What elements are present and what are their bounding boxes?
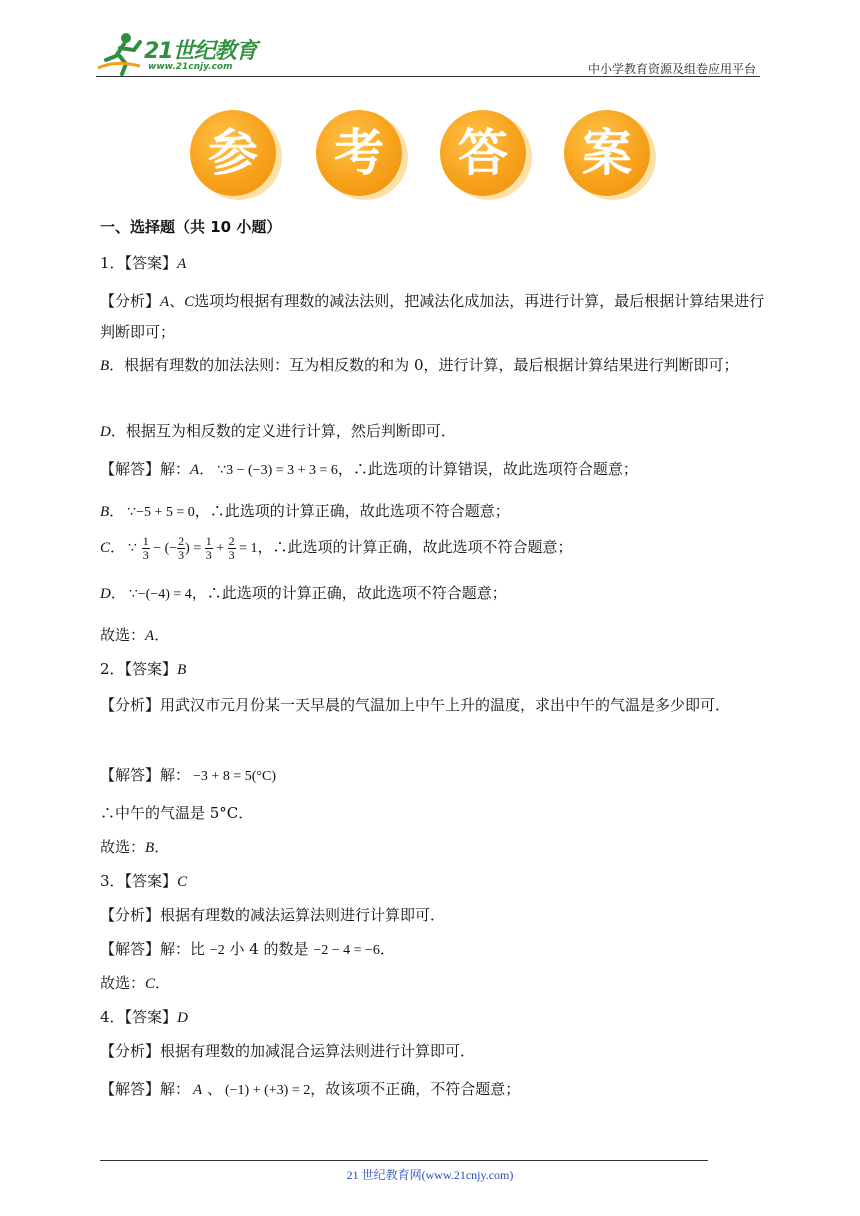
- q4-analysis-text: 根据有理数的加减混合运算法则进行计算即可．: [160, 1042, 476, 1060]
- q2-choice: 故选：B．: [100, 838, 170, 856]
- solution-label: 【解答】: [100, 940, 161, 958]
- q2-solution: [100, 764, 276, 788]
- q1-solution-b: B． ∵−5 + 5 = 0，∴此选项的计算正确，故此选项不符合题意；: [100, 502, 510, 520]
- formula: ∵−(−4) = 4: [128, 587, 192, 602]
- q3-choice: 故选：C．: [100, 974, 171, 992]
- title-circle-1: [190, 110, 276, 196]
- q1-analysis-text-2: ．根据有理数的加法法则：互为相反数的和为 0，进行计算，最后根据计算结果进行判断即可；: [109, 356, 739, 374]
- numerator: 2: [228, 533, 235, 548]
- q3-answer-line: [100, 870, 187, 893]
- denominator: 3: [178, 547, 185, 562]
- q1-analysis: [100, 286, 766, 347]
- solution-intro: 解：: [160, 766, 191, 784]
- choice-value: A: [145, 628, 155, 644]
- q1-choice: 故选：A．: [100, 626, 170, 644]
- option-c: C: [184, 294, 195, 310]
- analysis-label: 【分析】: [100, 906, 161, 924]
- option-b: B: [100, 358, 110, 374]
- fraction: [177, 535, 185, 562]
- numerator: 1: [142, 533, 149, 548]
- solution-label: 【解答】: [100, 460, 161, 478]
- fraction: [142, 535, 150, 562]
- formula-part: +: [212, 541, 228, 556]
- formula: −2: [209, 943, 225, 958]
- solution-text: ，∴此选项的计算正确，故此选项不符合题意；: [194, 502, 510, 520]
- analysis-label: 【分析】: [100, 1042, 161, 1060]
- title-char: 案: [582, 124, 632, 182]
- analysis-label: 【分析】: [100, 292, 161, 310]
- solution-intro: 解：: [160, 1080, 191, 1098]
- formula: −3 + 8 = 5(°C): [193, 769, 276, 784]
- answer-label: 【答案】: [124, 872, 178, 890]
- q2-answer: B: [177, 662, 187, 678]
- formula: −2 − 4 = −6: [313, 943, 380, 958]
- formula: ∵−5 + 5 = 0: [127, 505, 195, 520]
- q3-number: 3．: [100, 872, 125, 890]
- q4-answer-line: [100, 1006, 188, 1029]
- numerator: 2: [178, 533, 185, 548]
- formula-part: ) =: [185, 541, 205, 556]
- formula-because: ∵: [128, 541, 137, 556]
- solution-text: ，∴此选项的计算错误，故此选项符合题意；: [337, 460, 638, 478]
- q4-analysis: [100, 1040, 475, 1062]
- solution-text: ，∴此选项的计算正确，故此选项不符合题意；: [257, 538, 573, 556]
- formula-part: − (−: [149, 541, 178, 556]
- option-a: A: [160, 294, 170, 310]
- option-c: C: [100, 540, 111, 556]
- q1-analysis-text-1: 选项均根据有理数的减法法则，把减法化成加法，再进行计算，最后根据计算结果进行判断即可；: [100, 292, 765, 341]
- q1-answer-line: [100, 252, 186, 275]
- q1-analysis-d: [100, 420, 456, 443]
- answer-title: [188, 108, 668, 200]
- solution-label: 【解答】: [100, 766, 161, 784]
- option-d: D: [100, 424, 111, 440]
- solution-text: ，∴此选项的计算正确，故此选项不符合题意；: [191, 584, 507, 602]
- title-circle-2: [316, 110, 402, 196]
- runner-icon: [96, 30, 146, 76]
- site-logo[interactable]: [96, 30, 266, 76]
- header-divider: [96, 76, 760, 77]
- q3-solution: [100, 938, 395, 962]
- solution-text: 小 4 的数是: [224, 940, 314, 958]
- footer-divider: [100, 1160, 708, 1161]
- q4-number: 4．: [100, 1008, 125, 1026]
- q2-number: 2．: [100, 660, 125, 678]
- solution-label: 【解答】: [100, 1080, 161, 1098]
- q1-answer: A: [177, 256, 187, 272]
- title-char: 答: [458, 124, 508, 182]
- title-circle-3: [440, 110, 526, 196]
- numerator: 1: [205, 533, 212, 548]
- analysis-label: 【分析】: [100, 696, 161, 714]
- title-char: 考: [334, 124, 384, 182]
- q2-analysis-text: 用武汉市元月份某一天早晨的气温加上中午上升的温度，求出中午的气温是多少即可．: [160, 696, 731, 714]
- denominator: 3: [228, 547, 235, 562]
- q1-solution-d: D． ∵−(−4) = 4，∴此选项的计算正确，故此选项不符合题意；: [100, 584, 507, 602]
- q2-analysis: [100, 690, 766, 720]
- choice-label: 故选：: [100, 626, 146, 644]
- solution-text: 解：比: [160, 940, 210, 958]
- q1-solution-a: 【解答】解：A． ∵3 − (−3) = 3 + 3 = 6，∴此选项的计算错误，故此选项符合题意；: [100, 460, 638, 478]
- page-header: [96, 30, 760, 78]
- solution-intro: 解：: [160, 460, 191, 478]
- separator: 、: [202, 1080, 222, 1098]
- formula: (−1) + (+3) = 2: [224, 1083, 311, 1098]
- option-d: D: [100, 586, 111, 602]
- section-title: 一、选择题（共 10 小题）: [100, 218, 282, 236]
- q1-analysis-b: [100, 350, 766, 381]
- denominator: 3: [142, 547, 149, 562]
- platform-name: 中小学教育资源及组卷应用平台: [587, 62, 756, 76]
- q4-solution: [100, 1078, 520, 1102]
- title-circle-4: [564, 110, 650, 196]
- logo-url: www.21cnjy.com: [148, 62, 233, 72]
- choice-value: C: [145, 976, 156, 992]
- option-a: A: [193, 1082, 203, 1098]
- answer-label: 【答案】: [124, 254, 178, 272]
- formula: ∵3 − (−3) = 3 + 3 = 6: [217, 463, 338, 478]
- separator: 、: [169, 292, 185, 310]
- q2-answer-line: [100, 658, 186, 681]
- q1-solution-c: C． ∵ $\frac{1}{3}$ − (− $\frac{2}{3}$ ) = $\frac{1}{3}$ + $\frac{2}{3}$ = 1，∴此选项的计算正确，故此选项不符合题意；: [100, 533, 573, 562]
- option-a: A: [190, 462, 200, 478]
- fraction: [228, 535, 236, 562]
- option-b: B: [100, 504, 110, 520]
- choice-label: 故选：: [100, 974, 146, 992]
- denominator: 3: [205, 547, 212, 562]
- q3-answer: C: [177, 874, 188, 890]
- q2-conclusion: ∴中午的气温是 5°C．: [100, 804, 254, 822]
- choice-label: 故选：: [100, 838, 146, 856]
- q3-analysis-text: 根据有理数的减法运算法则进行计算即可．: [160, 906, 446, 924]
- solution-text: ，故该项不正确，不符合题意；: [310, 1080, 521, 1098]
- answer-label: 【答案】: [124, 660, 178, 678]
- logo-text: 21世纪教育: [144, 39, 257, 64]
- formula-part: = 1: [235, 541, 258, 556]
- answer-label: 【答案】: [124, 1008, 178, 1026]
- choice-value: B: [145, 840, 155, 856]
- footer-link[interactable]: 21 世纪教育网(www.21cnjy.com): [346, 1168, 514, 1182]
- q1-number: 1．: [100, 254, 125, 272]
- fraction: [205, 535, 213, 562]
- title-char: 参: [208, 124, 258, 182]
- solution-text: ．: [379, 940, 395, 958]
- q1-analysis-text-3: ．根据互为相反数的定义进行计算，然后判断即可．: [110, 422, 456, 440]
- q4-answer: D: [177, 1010, 188, 1026]
- q3-analysis: [100, 904, 445, 926]
